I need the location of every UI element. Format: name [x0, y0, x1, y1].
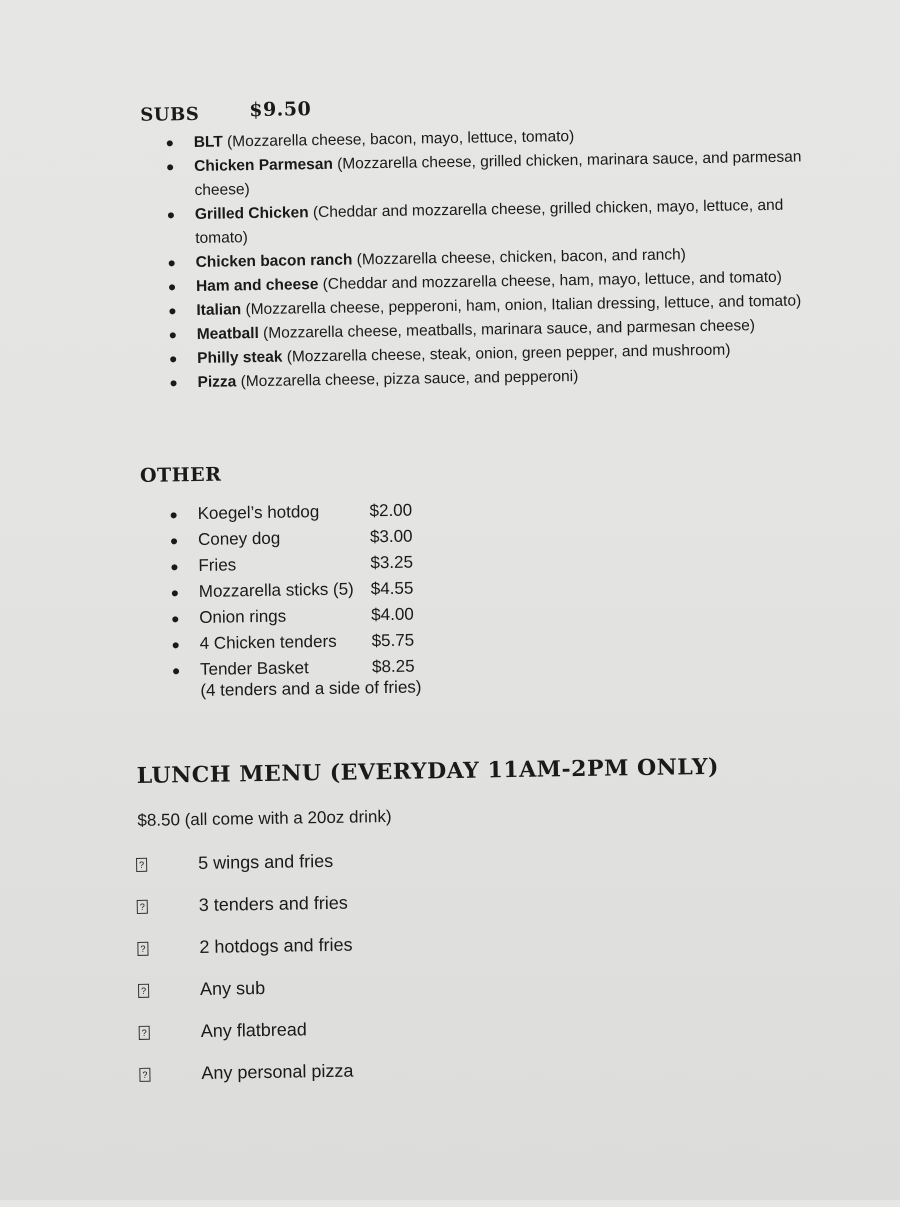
item-name: Fries	[198, 555, 237, 575]
list-item	[137, 1015, 538, 1063]
missing-glyph-box-icon: ?	[138, 984, 149, 998]
list-item	[136, 973, 537, 1021]
bullet-icon	[171, 564, 177, 570]
lunch-list	[134, 847, 538, 1105]
item-name: Onion rings	[199, 606, 287, 627]
lunch-option: 5 wings and fries	[197, 850, 334, 873]
sub-name: Italian	[196, 301, 242, 319]
subs-list	[163, 121, 807, 395]
item-name: 4 Chicken tenders	[199, 631, 337, 653]
sub-description: (Cheddar and mozzarella cheese, ham, mayo, lettuce, and tomato)	[318, 268, 782, 294]
sub-description: (Mozzarella cheese, bacon, mayo, lettuce, tomato)	[222, 127, 575, 151]
lunch-heading: LUNCH MENU (EVERYDAY 11AM-2PM ONLY)	[136, 753, 720, 789]
bullet-icon	[172, 616, 178, 622]
missing-glyph-box-icon: ?	[137, 900, 148, 914]
lunch-option: 2 hotdogs and fries	[199, 934, 353, 957]
lunch-option: 3 tenders and fries	[198, 892, 348, 915]
missing-glyph-box-icon: ?	[139, 1026, 150, 1040]
item-price: $5.75	[371, 630, 415, 651]
bullet-icon	[171, 538, 177, 544]
bullet-icon	[172, 590, 178, 596]
item-price: $4.00	[371, 604, 414, 625]
tender-basket-note: (4 tenders and a side of fries)	[200, 677, 422, 700]
bullet-icon	[173, 642, 179, 648]
list-item	[135, 931, 536, 979]
item-price: $8.25	[371, 656, 415, 677]
bullet-icon	[170, 332, 176, 338]
bullet-icon	[173, 668, 179, 674]
lunch-option: Any sub	[199, 977, 266, 999]
bullet-icon	[169, 284, 175, 290]
other-heading: OTHER	[139, 463, 222, 487]
sub-name: Grilled Chicken	[194, 204, 309, 223]
item-name: Mozzarella sticks (5)	[198, 579, 354, 601]
sub-name: Philly steak	[197, 348, 283, 367]
bullet-icon	[169, 260, 175, 266]
bullet-icon	[168, 212, 174, 218]
item-name: Coney dog	[197, 528, 281, 549]
list-item	[135, 889, 536, 937]
item-price: $3.00	[369, 526, 413, 547]
sub-description: (Mozzarella cheese, steak, onion, green pepper, and mushroom)	[282, 341, 731, 366]
sub-name: Meatball	[196, 324, 259, 343]
list-item	[134, 847, 535, 895]
item-name: Tender Basket	[199, 658, 309, 679]
sub-name: Pizza	[197, 373, 237, 391]
sub-description: (Mozzarella cheese, pepperoni, ham, onion, Italian dressing, lettuce, and tomato)	[241, 292, 802, 319]
sub-description: (Mozzarella cheese, chicken, bacon, and ranch)	[352, 246, 686, 269]
lunch-option: Any flatbread	[200, 1019, 307, 1041]
bullet-icon	[167, 164, 173, 170]
missing-glyph-box-icon: ?	[139, 1068, 150, 1082]
missing-glyph-box-icon: ?	[137, 942, 148, 956]
item-price: $2.00	[369, 500, 413, 521]
item-price: $3.25	[370, 552, 414, 573]
item-name: Koegel’s hotdog	[197, 502, 320, 523]
sub-name: Ham and cheese	[195, 276, 319, 295]
item-price: $4.55	[370, 578, 414, 599]
sub-name: Chicken bacon ranch	[195, 251, 353, 271]
bullet-icon	[171, 380, 177, 386]
subs-heading: SUBS	[140, 103, 200, 126]
subs-price: $9.50	[249, 98, 312, 122]
bullet-icon	[170, 356, 176, 362]
sub-name: BLT	[193, 133, 223, 151]
other-list	[166, 496, 489, 683]
list-item	[137, 1057, 538, 1105]
sub-description: (Mozzarella cheese, grilled chicken, marinara sauce, and parmesan cheese)	[194, 148, 802, 199]
lunch-price-line: $8.50 (all come with a 20oz drink)	[137, 806, 392, 830]
sub-description: (Mozzarella cheese, meatballs, marinara sauce, and parmesan cheese)	[258, 317, 756, 342]
bullet-icon	[167, 140, 173, 146]
missing-glyph-box-icon: ?	[136, 858, 147, 872]
sub-description: (Mozzarella cheese, pizza sauce, and pepperoni)	[236, 367, 579, 391]
sub-name: Chicken Parmesan	[194, 155, 333, 175]
sub-description: (Cheddar and mozzarella cheese, grilled chicken, mayo, lettuce, and tomato)	[195, 196, 784, 247]
bullet-icon	[169, 308, 175, 314]
lunch-option: Any personal pizza	[201, 1060, 354, 1083]
bullet-icon	[171, 512, 177, 518]
